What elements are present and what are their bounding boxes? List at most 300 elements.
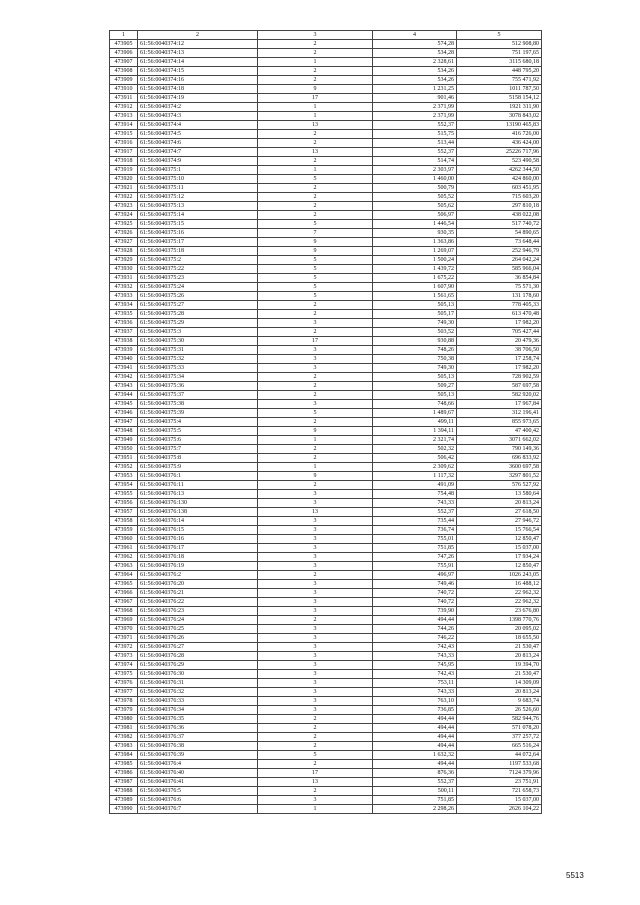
count-cell: 1 [258,58,373,67]
cadastral-number-cell: 61:56:0040376:21 [138,589,258,598]
row-number-cell: 473929 [110,256,138,265]
row-number-cell: 473935 [110,310,138,319]
count-cell: 2 [258,49,373,58]
row-number-cell: 473914 [110,121,138,130]
count-cell: 5 [258,220,373,229]
row-number-cell: 473927 [110,238,138,247]
row-number-cell: 473923 [110,202,138,211]
value-cell: 21 530,47 [457,643,542,652]
area-cell: 746,22 [373,634,457,643]
value-cell: 312 196,41 [457,409,542,418]
cadastral-number-cell: 61:56:0040375:11 [138,184,258,193]
value-cell: 297 810,18 [457,202,542,211]
row-number-cell: 473967 [110,598,138,607]
area-cell: 494,44 [373,616,457,625]
count-cell: 1 [258,436,373,445]
area-cell: 500,79 [373,184,457,193]
area-cell: 2 309,62 [373,463,457,472]
value-cell: 36 854,84 [457,274,542,283]
table-row [110,229,542,238]
cadastral-number-cell: 61:56:0040375:8 [138,454,258,463]
row-number-cell: 473973 [110,652,138,661]
table-row [110,760,542,769]
cadastral-number-cell: 61:56:0040375:5 [138,427,258,436]
area-cell: 515,75 [373,130,457,139]
row-number-cell: 473905 [110,40,138,49]
table-row [110,571,542,580]
count-cell: 2 [258,76,373,85]
value-cell: 3071 662,02 [457,436,542,445]
area-cell: 505,62 [373,202,457,211]
row-number-cell: 473964 [110,571,138,580]
table-row [110,283,542,292]
count-cell: 2 [258,202,373,211]
count-cell: 7 [258,229,373,238]
table-row [110,391,542,400]
value-cell: 44 072,64 [457,751,542,760]
value-cell: 1011 787,50 [457,85,542,94]
table-row [110,778,542,787]
value-cell: 20 813,24 [457,688,542,697]
area-cell: 1 231,25 [373,85,457,94]
row-number-cell: 473908 [110,67,138,76]
cadastral-number-cell: 61:56:0040375:39 [138,409,258,418]
area-cell: 1 446,54 [373,220,457,229]
value-cell: 1026 243,05 [457,571,542,580]
cadastral-number-cell: 61:56:0040376:138 [138,508,258,517]
value-cell: 264 042,24 [457,256,542,265]
value-cell: 25226 717,96 [457,148,542,157]
count-cell: 13 [258,508,373,517]
cadastral-number-cell: 61:56:0040375:6 [138,436,258,445]
table-row [110,679,542,688]
table-row [110,472,542,481]
count-cell: 3 [258,535,373,544]
count-cell: 2 [258,301,373,310]
row-number-cell: 473925 [110,220,138,229]
value-cell: 523 490,58 [457,157,542,166]
area-cell: 755,01 [373,535,457,544]
row-number-cell: 473962 [110,553,138,562]
value-cell: 15 766,54 [457,526,542,535]
row-number-cell: 473939 [110,346,138,355]
row-number-cell: 473975 [110,670,138,679]
table-row [110,508,542,517]
area-cell: 509,27 [373,382,457,391]
area-cell: 748,66 [373,400,457,409]
count-cell: 3 [258,643,373,652]
value-cell: 7124 379,96 [457,769,542,778]
count-cell: 13 [258,148,373,157]
table-row [110,706,542,715]
cadastral-number-cell: 61:56:0040376:24 [138,616,258,625]
count-cell: 1 [258,112,373,121]
count-cell: 3 [258,499,373,508]
row-number-cell: 473912 [110,103,138,112]
table-row [110,67,542,76]
table-row [110,544,542,553]
cadastral-number-cell: 61:56:0040376:37 [138,733,258,742]
table-row [110,670,542,679]
value-cell: 587 697,58 [457,382,542,391]
table-row [110,481,542,490]
row-number-cell: 473919 [110,166,138,175]
cadastral-number-cell: 61:56:0040375:2 [138,256,258,265]
cadastral-number-cell: 61:56:0040376:17 [138,544,258,553]
cadastral-number-cell: 61:56:0040376:32 [138,688,258,697]
table-row [110,661,542,670]
value-cell: 75 571,30 [457,283,542,292]
value-cell: 17 982,20 [457,364,542,373]
row-number-cell: 473988 [110,787,138,796]
cadastral-number-cell: 61:56:0040376:40 [138,769,258,778]
area-cell: 1 500,24 [373,256,457,265]
value-cell: 17 258,74 [457,355,542,364]
area-cell: 739,90 [373,607,457,616]
table-row [110,58,542,67]
value-cell: 3297 801,52 [457,472,542,481]
area-cell: 494,44 [373,760,457,769]
count-cell: 1 [258,463,373,472]
value-cell: 3078 843,02 [457,112,542,121]
area-cell: 748,26 [373,346,457,355]
cadastral-number-cell: 61:56:0040375:4 [138,418,258,427]
cadastral-number-cell: 61:56:0040376:130 [138,499,258,508]
count-cell: 3 [258,553,373,562]
cadastral-number-cell: 61:56:0040375:9 [138,463,258,472]
area-cell: 747,26 [373,553,457,562]
value-cell: 14 309,09 [457,679,542,688]
row-number-cell: 473981 [110,724,138,733]
table-row [110,400,542,409]
count-cell: 2 [258,40,373,49]
cadastral-number-cell: 61:56:0040375:26 [138,292,258,301]
count-cell: 5 [258,409,373,418]
row-number-cell: 473922 [110,193,138,202]
cadastral-number-cell: 61:56:0040376:25 [138,625,258,634]
cadastral-number-cell: 61:56:0040376:41 [138,778,258,787]
value-cell: 517 740,72 [457,220,542,229]
table-row [110,247,542,256]
count-cell: 2 [258,481,373,490]
cadastral-number-cell: 61:56:0040375:37 [138,391,258,400]
row-number-cell: 473946 [110,409,138,418]
table-row [110,517,542,526]
area-cell: 1 117,32 [373,472,457,481]
table-row [110,382,542,391]
table-row [110,634,542,643]
count-cell: 9 [258,472,373,481]
table-row [110,238,542,247]
count-cell: 3 [258,346,373,355]
count-cell: 2 [258,742,373,751]
cadastral-number-cell: 61:56:0040374:19 [138,94,258,103]
table-row [110,454,542,463]
count-cell: 2 [258,193,373,202]
area-cell: 742,43 [373,670,457,679]
cadastral-number-cell: 61:56:0040374:3 [138,112,258,121]
area-cell: 1 561,65 [373,292,457,301]
row-number-cell: 473959 [110,526,138,535]
area-cell: 552,37 [373,148,457,157]
row-number-cell: 473977 [110,688,138,697]
count-cell: 2 [258,571,373,580]
count-cell: 3 [258,562,373,571]
value-cell: 73 648,44 [457,238,542,247]
count-cell: 3 [258,634,373,643]
count-cell: 2 [258,139,373,148]
value-cell: 438 022,08 [457,211,542,220]
cadastral-number-cell: 61:56:0040375:31 [138,346,258,355]
cadastral-number-cell: 61:56:0040375:27 [138,301,258,310]
row-number-cell: 473963 [110,562,138,571]
value-cell: 721 658,73 [457,787,542,796]
row-number-cell: 473918 [110,157,138,166]
row-number-cell: 473961 [110,544,138,553]
cadastral-number-cell: 61:56:0040374:14 [138,58,258,67]
area-cell: 754,48 [373,490,457,499]
area-cell: 552,37 [373,778,457,787]
cadastral-number-cell: 61:56:0040375:3 [138,328,258,337]
value-cell: 16 488,12 [457,580,542,589]
row-number-cell: 473984 [110,751,138,760]
table-row [110,139,542,148]
count-cell: 2 [258,373,373,382]
count-cell: 3 [258,526,373,535]
count-cell: 13 [258,121,373,130]
cadastral-number-cell: 61:56:0040375:15 [138,220,258,229]
cadastral-number-cell: 61:56:0040374:4 [138,121,258,130]
value-cell: 17 967,84 [457,400,542,409]
table-row [110,337,542,346]
table-row [110,625,542,634]
count-cell: 2 [258,157,373,166]
cadastral-number-cell: 61:56:0040375:32 [138,355,258,364]
table-row [110,652,542,661]
column-header-1: 1 [110,31,138,40]
value-cell: 19 394,70 [457,661,542,670]
area-cell: 534,26 [373,76,457,85]
area-cell: 505,52 [373,193,457,202]
count-cell: 3 [258,364,373,373]
row-number-cell: 473933 [110,292,138,301]
value-cell: 54 890,65 [457,229,542,238]
cadastral-number-cell: 61:56:0040374:7 [138,148,258,157]
area-cell: 2 371,99 [373,112,457,121]
row-number-cell: 473942 [110,373,138,382]
row-number-cell: 473911 [110,94,138,103]
value-cell: 576 527,92 [457,481,542,490]
cadastral-number-cell: 61:56:0040375:38 [138,400,258,409]
row-number-cell: 473943 [110,382,138,391]
count-cell: 17 [258,769,373,778]
cadastral-number-cell: 61:56:0040375:18 [138,247,258,256]
value-cell: 17 934,24 [457,553,542,562]
page-number: 5513 [566,871,584,880]
area-cell: 736,85 [373,706,457,715]
count-cell: 1 [258,805,373,814]
area-cell: 534,26 [373,67,457,76]
value-cell: 715 603,20 [457,193,542,202]
table-row [110,643,542,652]
value-cell: 131 178,60 [457,292,542,301]
value-cell: 728 902,59 [457,373,542,382]
area-cell: 740,72 [373,598,457,607]
count-cell: 3 [258,625,373,634]
count-cell: 17 [258,337,373,346]
cadastral-number-cell: 61:56:0040374:12 [138,40,258,49]
row-number-cell: 473938 [110,337,138,346]
count-cell: 3 [258,652,373,661]
cadastral-number-cell: 61:56:0040376:22 [138,598,258,607]
cadastral-number-cell: 61:56:0040376:34 [138,706,258,715]
area-cell: 506,42 [373,454,457,463]
table-row [110,715,542,724]
cadastral-number-cell: 61:56:0040376:38 [138,742,258,751]
count-cell: 2 [258,328,373,337]
area-cell: 736,74 [373,526,457,535]
cadastral-number-cell: 61:56:0040376:39 [138,751,258,760]
value-cell: 5158 154,12 [457,94,542,103]
count-cell: 5 [258,256,373,265]
count-cell: 2 [258,184,373,193]
cadastral-number-cell: 61:56:0040374:18 [138,85,258,94]
table-row [110,166,542,175]
column-header-5: 5 [457,31,542,40]
row-number-cell: 473956 [110,499,138,508]
value-cell: 12 850,47 [457,535,542,544]
row-number-cell: 473986 [110,769,138,778]
table-row [110,121,542,130]
row-number-cell: 473934 [110,301,138,310]
value-cell: 26 526,60 [457,706,542,715]
value-cell: 38 706,50 [457,346,542,355]
value-cell: 252 946,79 [457,247,542,256]
area-cell: 1 632,32 [373,751,457,760]
row-number-cell: 473971 [110,634,138,643]
cadastral-number-cell: 61:56:0040376:5 [138,787,258,796]
area-cell: 743,33 [373,499,457,508]
table-row [110,346,542,355]
table-row [110,364,542,373]
row-number-cell: 473987 [110,778,138,787]
cadastral-number-cell: 61:56:0040375:1 [138,166,258,175]
count-cell: 1 [258,103,373,112]
value-cell: 17 982,20 [457,319,542,328]
value-cell: 2626 104,22 [457,805,542,814]
area-cell: 500,11 [373,787,457,796]
cadastral-number-cell: 61:56:0040374:13 [138,49,258,58]
count-cell: 3 [258,688,373,697]
area-cell: 751,85 [373,544,457,553]
row-number-cell: 473955 [110,490,138,499]
cadastral-number-cell: 61:56:0040376:14 [138,517,258,526]
area-cell: 491,09 [373,481,457,490]
area-cell: 494,44 [373,724,457,733]
count-cell: 13 [258,778,373,787]
table-row [110,436,542,445]
table-row [110,76,542,85]
count-cell: 3 [258,544,373,553]
count-cell: 2 [258,382,373,391]
row-number-cell: 473909 [110,76,138,85]
value-cell: 585 966,04 [457,265,542,274]
area-cell: 494,44 [373,715,457,724]
table-row [110,274,542,283]
row-number-cell: 473950 [110,445,138,454]
cadastral-number-cell: 61:56:0040376:35 [138,715,258,724]
row-number-cell: 473916 [110,139,138,148]
area-cell: 505,13 [373,373,457,382]
value-cell: 13 580,64 [457,490,542,499]
count-cell: 2 [258,454,373,463]
value-cell: 22 962,32 [457,598,542,607]
cadastral-number-cell: 61:56:0040375:36 [138,382,258,391]
count-cell: 3 [258,355,373,364]
count-cell: 3 [258,697,373,706]
area-cell: 499,11 [373,418,457,427]
cadastral-number-cell: 61:56:0040376:26 [138,634,258,643]
table-row [110,562,542,571]
column-header-3: 3 [258,31,373,40]
row-number-cell: 473931 [110,274,138,283]
area-cell: 1 607,90 [373,283,457,292]
row-number-cell: 473917 [110,148,138,157]
cadastral-number-cell: 61:56:0040376:29 [138,661,258,670]
column-header-2: 2 [138,31,258,40]
value-cell: 23 676,80 [457,607,542,616]
area-cell: 534,28 [373,49,457,58]
area-cell: 574,28 [373,40,457,49]
count-cell: 3 [258,706,373,715]
area-cell: 1 675,22 [373,274,457,283]
count-cell: 2 [258,760,373,769]
cadastral-number-cell: 61:56:0040375:30 [138,337,258,346]
count-cell: 5 [258,751,373,760]
cadastral-number-cell: 61:56:0040376:19 [138,562,258,571]
row-number-cell: 473915 [110,130,138,139]
row-number-cell: 473937 [110,328,138,337]
count-cell: 3 [258,589,373,598]
count-cell: 5 [258,265,373,274]
area-cell: 505,13 [373,301,457,310]
cadastral-number-cell: 61:56:0040376:11 [138,481,258,490]
row-number-cell: 473976 [110,679,138,688]
count-cell: 5 [258,283,373,292]
row-number-cell: 473932 [110,283,138,292]
table-row [110,598,542,607]
count-cell: 9 [258,247,373,256]
row-number-cell: 473965 [110,580,138,589]
area-cell: 1 394,11 [373,427,457,436]
cadastral-number-cell: 61:56:0040375:29 [138,319,258,328]
table-row [110,490,542,499]
cadastral-number-cell: 61:56:0040375:33 [138,364,258,373]
area-cell: 749,30 [373,319,457,328]
table-row [110,526,542,535]
value-cell: 613 470,48 [457,310,542,319]
row-number-cell: 473921 [110,184,138,193]
area-cell: 750,38 [373,355,457,364]
cadastral-number-cell: 61:56:0040374:9 [138,157,258,166]
value-cell: 12 850,47 [457,562,542,571]
row-number-cell: 473979 [110,706,138,715]
area-cell: 505,17 [373,310,457,319]
row-number-cell: 473958 [110,517,138,526]
row-number-cell: 473953 [110,472,138,481]
count-cell: 3 [258,490,373,499]
value-cell: 1921 311,90 [457,103,542,112]
